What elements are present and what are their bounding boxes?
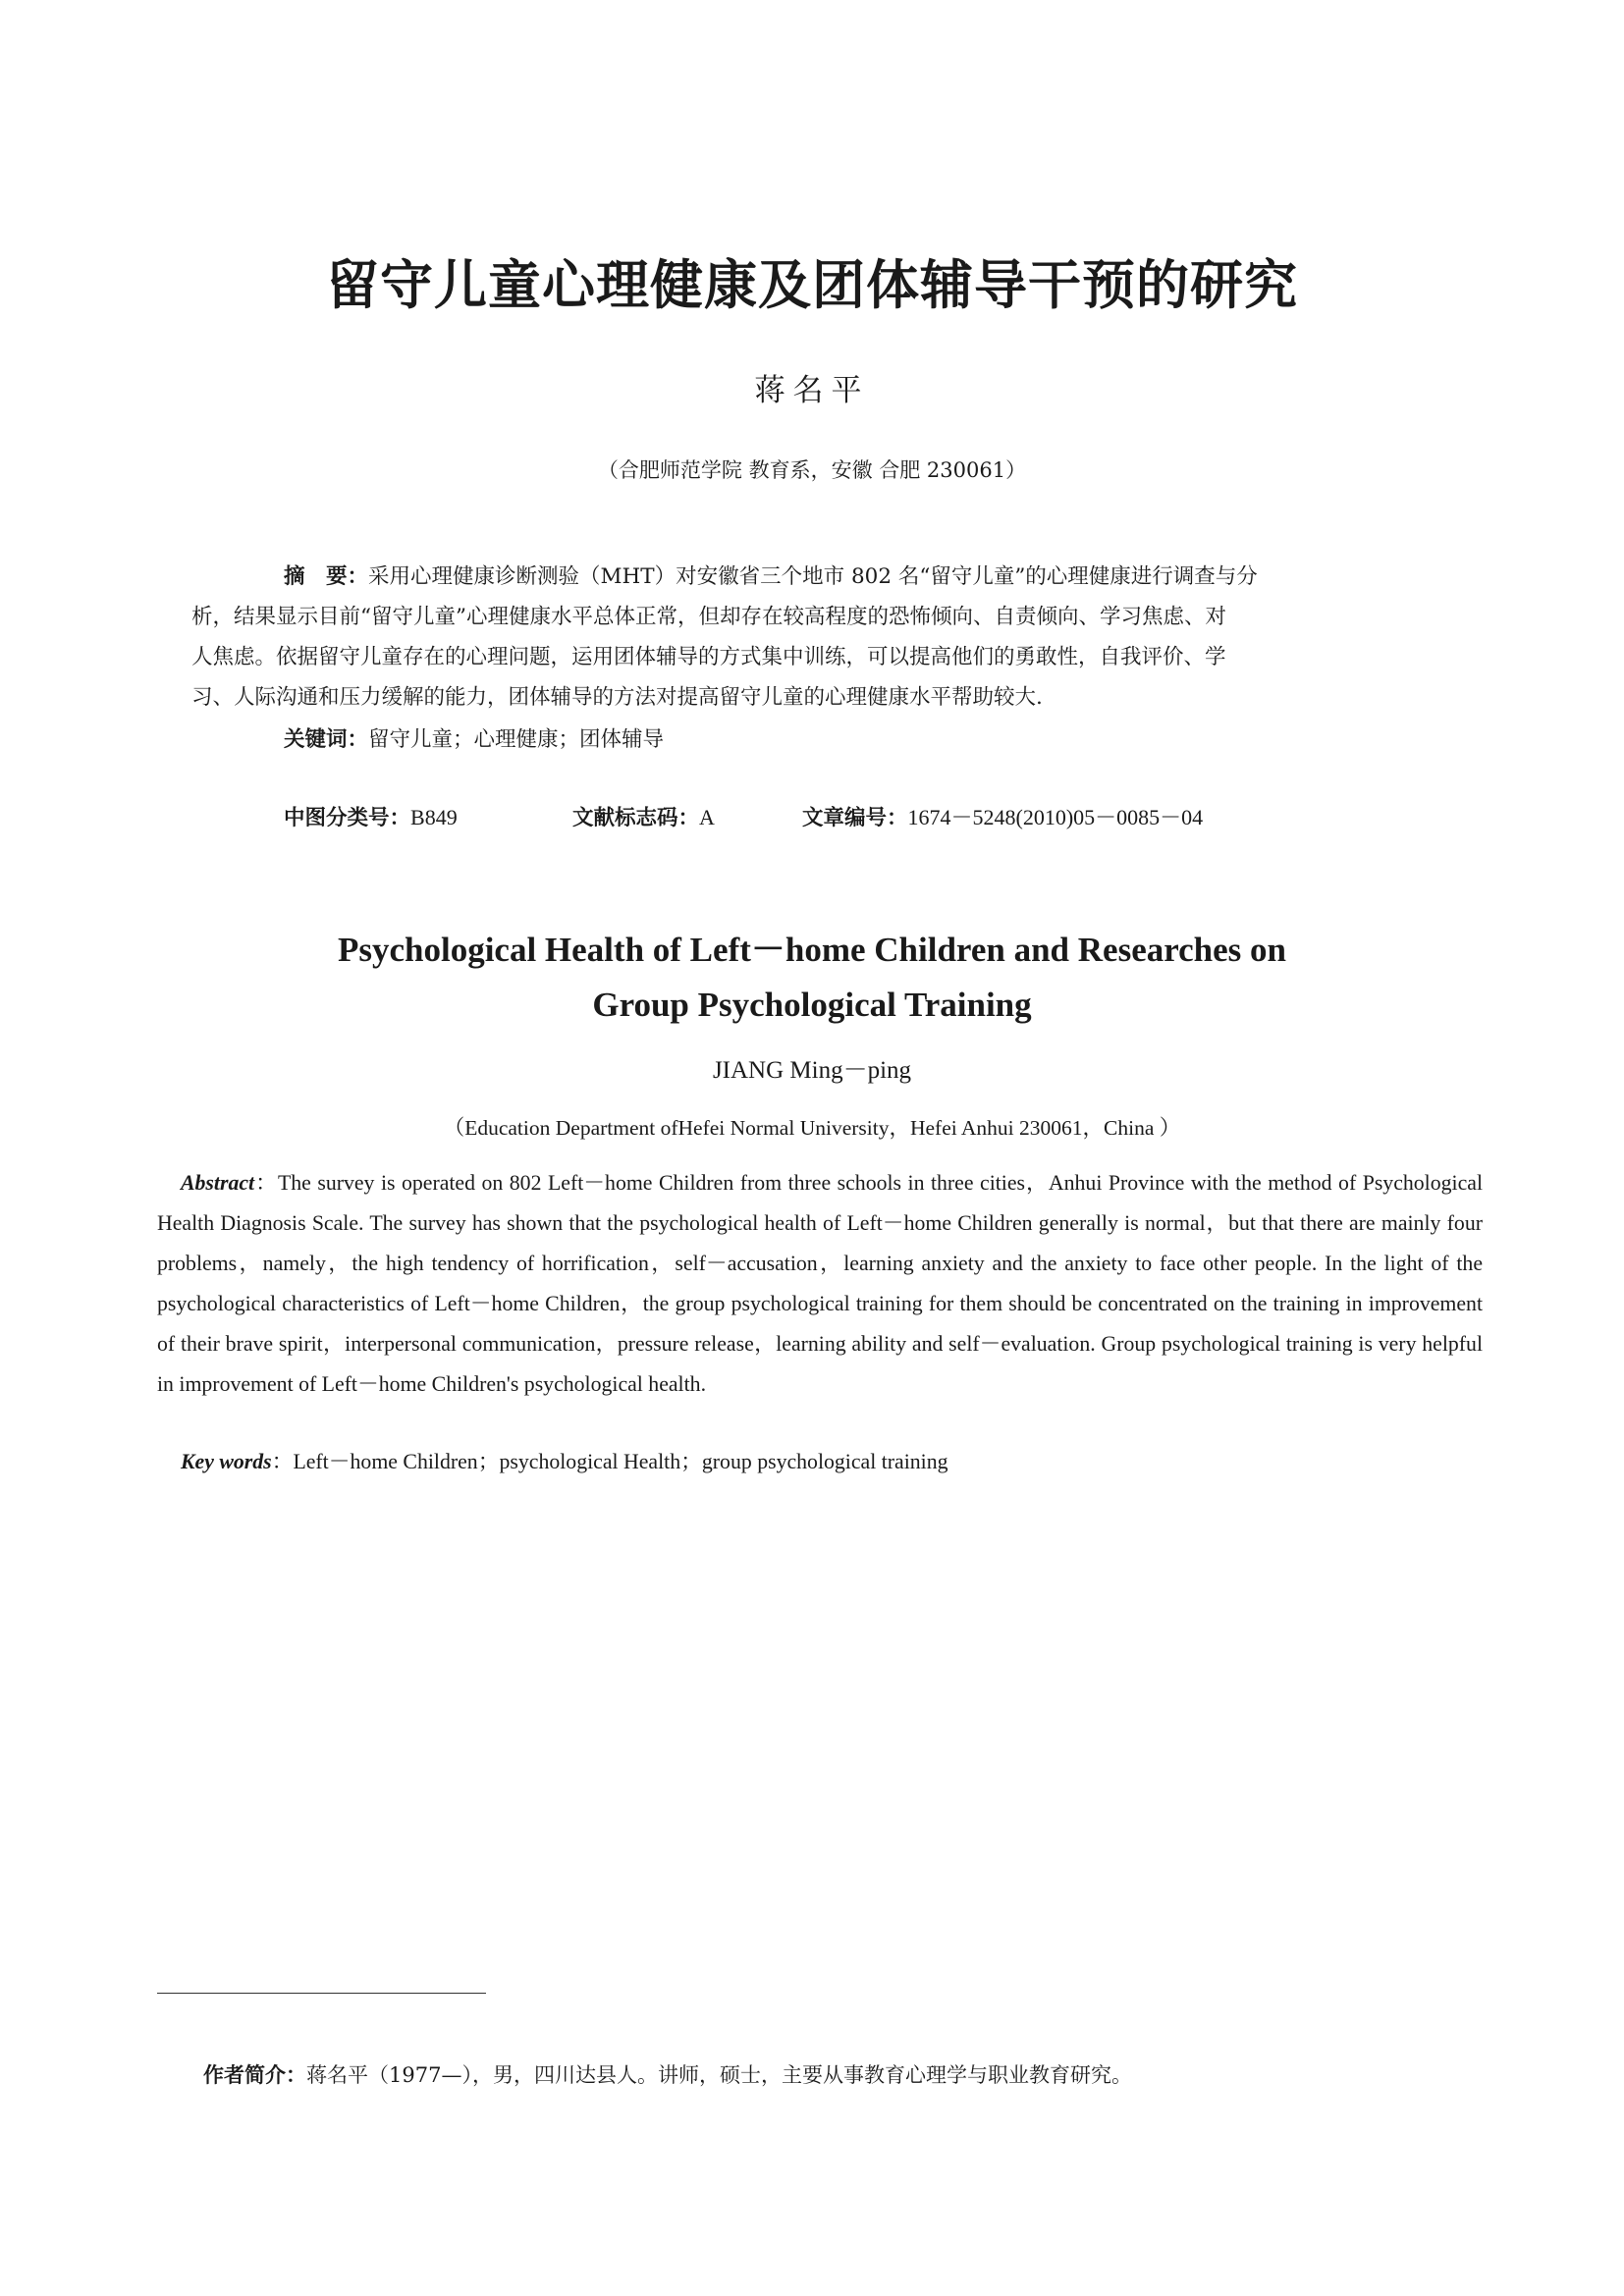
english-title [0, 923, 1624, 1033]
english-affiliation: （Education Department ofHefei Normal University，Hefei Anhui 230061，China ） [443, 1116, 1181, 1140]
chinese-keywords-label: 关键词： [284, 727, 369, 752]
chinese-abstract-line: 析，结果显示目前“留守儿童”心理健康水平总体正常，但却存在较高程度的恐怖倾向、自责倾向、学习焦虑、对 [191, 605, 1226, 629]
document-code [572, 801, 715, 831]
footnote-divider [157, 1993, 486, 1994]
clc-number [284, 801, 458, 831]
english-keywords-label: Key words [181, 1450, 272, 1473]
chinese-abstract-line: 摘 要：采用心理健康诊断测验（MHT）对安徽省三个地市 802 名“留守儿童”的心理健康进行调查与分 [284, 564, 1258, 589]
english-abstract [157, 1163, 1483, 1405]
chinese-abstract [191, 557, 1399, 718]
english-author: JIANG Ming－ping [712, 1057, 912, 1084]
article-number [802, 801, 1203, 831]
chinese-keywords [284, 722, 664, 753]
english-abstract-label: Abstract [181, 1171, 255, 1195]
document-code-value: A [699, 805, 715, 829]
chinese-abstract-line: 习、人际沟通和压力缓解的能力，团体辅导的方法对提高留守儿童的心理健康水平帮助较大. [191, 685, 1043, 710]
english-title-line: Group Psychological Training [592, 986, 1032, 1024]
article-number-label: 文章编号： [802, 806, 908, 830]
chinese-author: 蒋名平 [754, 373, 870, 408]
clc-label: 中图分类号： [284, 806, 411, 830]
chinese-keywords-value: 留守儿童；心理健康；团体辅导 [368, 727, 665, 752]
chinese-title: 留守儿童心理健康及团体辅导干预的研究 [326, 254, 1298, 316]
chinese-affiliation: （合肥师范学院 教育系，安徽 合肥 230061） [597, 458, 1027, 482]
author-footnote [203, 2059, 1132, 2089]
english-title-line: Psychological Health of Left－home Children and Researches on [337, 931, 1287, 969]
english-keywords-value: ：Left－home Children；psychological Health；group psychological training [271, 1450, 948, 1473]
english-keywords [181, 1445, 948, 1475]
footnote-text: 蒋名平（1977—），男，四川达县人。讲师，硕士，主要从事教育心理学与职业教育研究。 [306, 2063, 1132, 2087]
article-number-value: 1674－5248(2010)05－0085－04 [907, 805, 1204, 829]
document-code-label: 文献标志码： [572, 806, 700, 830]
chinese-abstract-label: 摘 要： [284, 564, 369, 589]
english-abstract-text: ：The survey is operated on 802 Left－home Children from three schools in three cities，Anhui Province with the method of Psychological Health Diagnosis Scale. The survey has shown that the psychological health of Left－home Children generally is normal，but that there are mainly four problems，namely，the high tendency of horrification，self－accusation，learning anxiety and the anxiety to face other people. In the light of the psychological characteristics of Left－home Children，the group psychological training for them should be concentrated on the training in improvement of their brave spirit，interpersonal communication，pressure release，learning ability and self－evaluation. Group psychological training is very helpful in improvement of Left－home Children's psychological health. [157, 1171, 1483, 1396]
clc-value: B849 [410, 805, 458, 829]
footnote-label: 作者简介： [203, 2063, 306, 2087]
chinese-abstract-line: 人焦虑。依据留守儿童存在的心理问题，运用团体辅导的方式集中训练，可以提高他们的勇敢性，自我评价、学 [191, 645, 1226, 669]
